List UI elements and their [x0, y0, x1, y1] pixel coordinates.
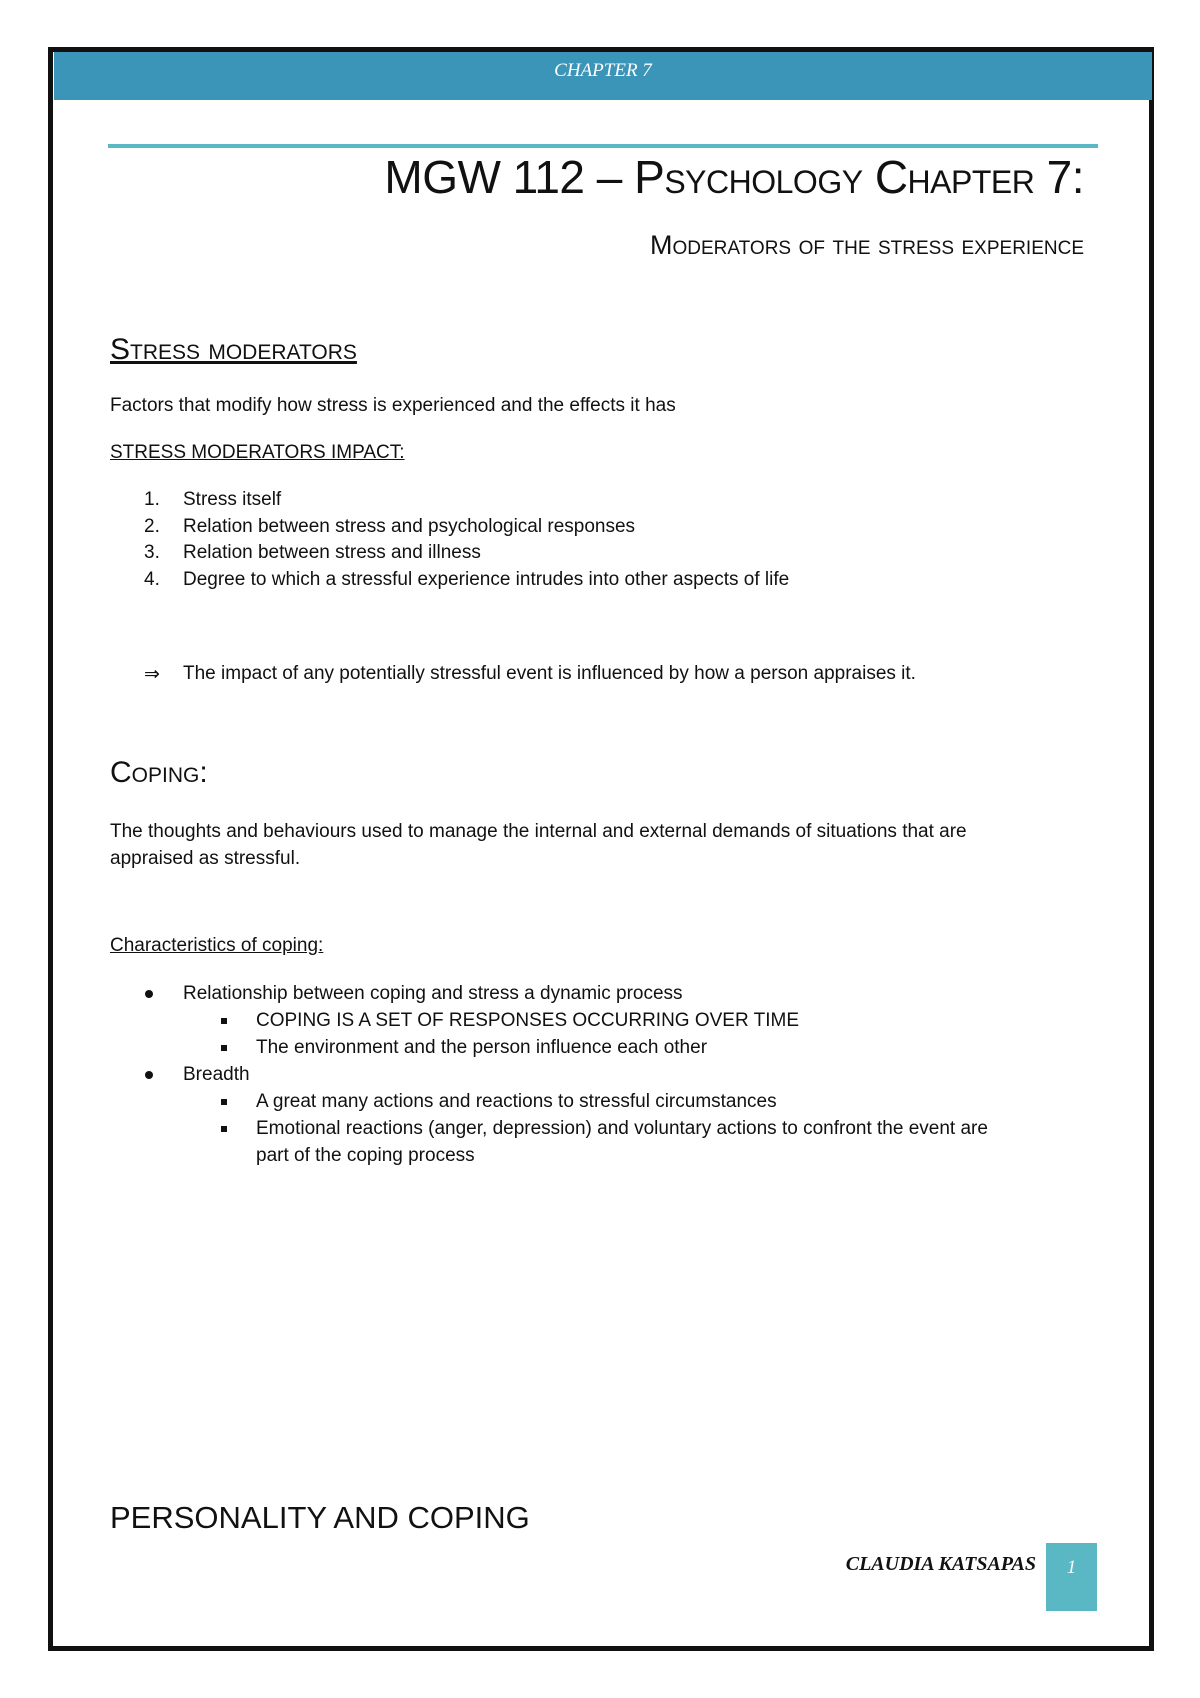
list-item: Breadth A great many actions and reactions to stressful circumstances Emotional reactions (anger, depression) and voluntary actions to confront the event are part of the coping process [110, 1061, 1100, 1169]
page-title: MGW 112 – Psychology Chapter 7: [384, 151, 1084, 203]
square-bullet-icon [221, 1099, 227, 1105]
coping-characteristics-list [110, 980, 1100, 1169]
square-bullet-icon [221, 1018, 227, 1024]
stress-moderators-definition: Factors that modify how stress is experienced and the effects it has [110, 395, 676, 416]
section-heading-personality-and-coping: PERSONALITY AND COPING [110, 1500, 530, 1535]
coping-definition-line-1: The thoughts and behaviours used to manage the internal and external demands of situations that are [110, 821, 967, 842]
list-item: 4. Degree to which a stressful experience intrudes into other aspects of life [144, 568, 790, 590]
impact-label: STRESS MODERATORS IMPACT: [110, 442, 405, 463]
bullet-icon [145, 1071, 153, 1079]
square-bullet-icon [221, 1126, 227, 1132]
page-subtitle: Moderators of the stress experience [650, 230, 1084, 260]
footer-author: CLAUDIA KATSAPAS [845, 1553, 1036, 1575]
page-number: 1 [1066, 1557, 1077, 1578]
coping-definition-line-2: appraised as stressful. [110, 848, 301, 869]
list-item: 3. Relation between stress and illness [144, 542, 481, 563]
list-item: 2. Relation between stress and psychological responses [144, 515, 636, 537]
list-item: Relationship between coping and stress a dynamic process COPING IS A SET OF RESPONSES OCCURRING OVER TIME The environment and the person influence each other [110, 980, 1100, 1061]
appraisal-note-text: The impact of any potentially stressful event is influenced by how a person appraises it. [183, 663, 916, 684]
page-number-box [1046, 1543, 1097, 1611]
bullet-icon [145, 990, 153, 998]
header-chapter: CHAPTER 7 [554, 60, 652, 81]
square-bullet-icon [221, 1045, 227, 1051]
sub-list-item: A great many actions and reactions to stressful circumstances [183, 1088, 1100, 1115]
characteristics-label: Characteristics of coping: [110, 935, 324, 956]
header-band [54, 52, 1152, 100]
title-rule [108, 144, 1098, 148]
sub-list-item: Emotional reactions (anger, depression) and voluntary actions to confront the event are part of the coping process [183, 1115, 1100, 1169]
sub-list-item: The environment and the person influence each other [183, 1034, 1100, 1061]
sub-list-item: COPING IS A SET OF RESPONSES OCCURRING OVER TIME [183, 1007, 1100, 1034]
section-heading-stress-moderators: Stress moderators [110, 333, 357, 366]
implies-arrow-icon: ⇒ [144, 664, 160, 685]
section-heading-coping: Coping: [110, 756, 208, 789]
impact-list [110, 487, 789, 593]
list-item: 1. Stress itself [144, 489, 282, 510]
